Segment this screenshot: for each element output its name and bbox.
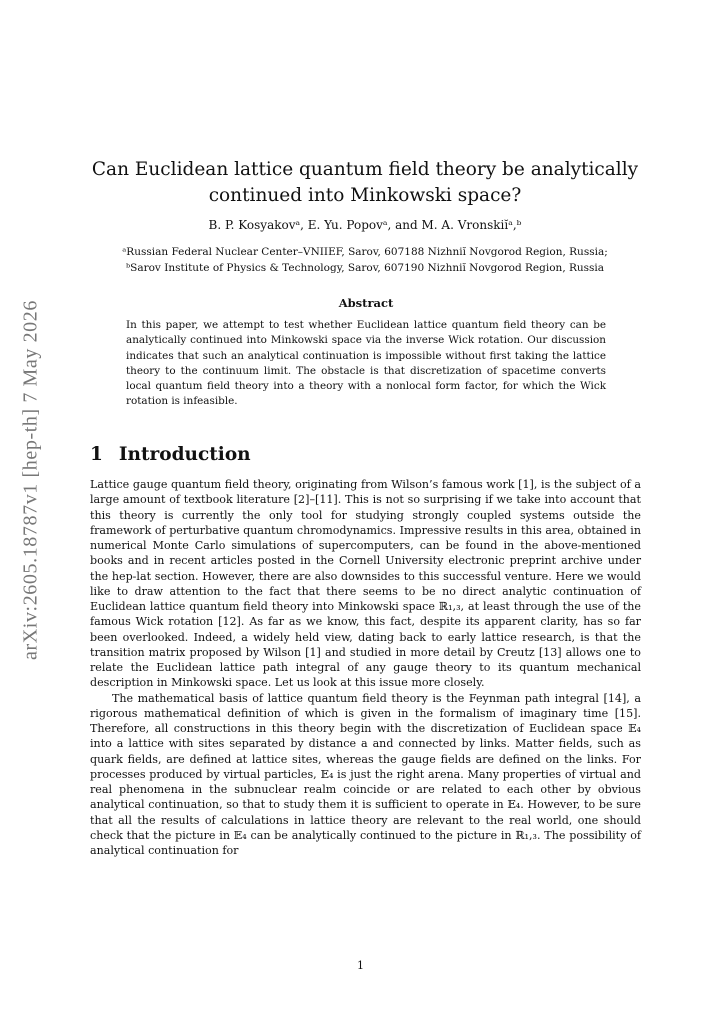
arxiv-stamp xyxy=(7,300,55,660)
section-number: 1 xyxy=(90,444,103,465)
section-title: Introduction xyxy=(118,444,251,465)
arxiv-identifier: arXiv:2605.18787v1 [hep-th] 7 May 2026 xyxy=(19,300,42,660)
paper-title: Can Euclidean lattice quantum field theory be analytically continued into Minkowski space? xyxy=(91,159,639,206)
author-list: B. P. Kosyakovᵃ, E. Yu. Popovᵃ, and M. A. Vronskiĭᵃ,ᵇ xyxy=(208,218,522,232)
title-block xyxy=(90,157,640,276)
affiliation-a: ᵃRussian Federal Nuclear Center–VNIIEF, Sarov, 607188 Nizhniĭ Novgorod Region, Russia; xyxy=(122,246,608,258)
affiliations xyxy=(90,244,640,276)
abstract-text: In this paper, we attempt to test whether Euclidean lattice quantum field theory can be analytically continued into Minkowski space via the inverse Wick rotation. Our discussion indicates that such an analytical continuation is impossible without first taking the lattice theory to the continuum limit. The obstacle is that discretization of spacetime converts local quantum field theory into a theory with a nonlocal form factor, for which the Wick rotation is infeasible. xyxy=(126,319,606,408)
affiliation-b: ᵇSarov Institute of Physics & Technology, Sarov, 607190 Nizhniĭ Novgorod Region, Russia xyxy=(125,262,605,274)
page-number: 1 xyxy=(357,959,364,972)
paragraph: Lattice gauge quantum field theory, originating from Wilson’s famous work [1], is the subject of a large amount of textbook literature [2]–[11]. This is not so surprising if we take into account that this theory is currently the only tool for studying strongly coupled systems outside the framework of perturbative quantum chromodynamics. Impressive results in this area, obtained in numerical Monte Carlo simulations of supercomputers, can be found in the above-mentioned books and in recent articles posted in the Cornell University electronic preprint archive under the hep-lat section. However, there are also downsides to this successful venture. Here we would like to draw attention to the fact that there seems to be no direct analytic continuation of Euclidean lattice quantum field theory into Minkowski space ℝ₁,₃, at least through the use of the famous Wick rotation [12]. As far as we know, this fact, despite its apparent clarity, has so far been overlooked. Indeed, a widely held view, dating back to early lattice research, is that the transition matrix proposed by Wilson [1] and studied in more detail by Creutz [13] allows one to relate the Euclidean lattice path integral of any gauge theory to its quantum mechanical description in Minkowski space. Let us look at this issue more closely. xyxy=(90,478,641,690)
section-heading xyxy=(90,444,641,465)
abstract-heading: Abstract xyxy=(338,296,394,310)
section-introduction xyxy=(90,444,641,858)
paragraph: The mathematical basis of lattice quantum field theory is the Feynman path integral [14], a rigorous mathematical definition of which is given in the formalism of imaginary time [15]. Therefore, all constructions in this theory begin with the discretization of Euclidean space 𝔼₄ into a lattice with sites separated by distance a and connected by links. Matter fields, such as quark fields, are defined at lattice sites, whereas the gauge fields are defined on the links. For processes produced by virtual particles, 𝔼₄ is just the right arena. Many properties of virtual and real phenomena in the subnuclear realm coincide or are related to each other by obvious analytical continuation, so that to study them it is sufficient to operate in 𝔼₄. However, to be sure that all the results of calculations in lattice theory are relevant to the real world, one should check that the picture in 𝔼₄ can be analytically continued to the picture in ℝ₁,₃. The possibility of analytical continuation for xyxy=(90,691,641,857)
abstract xyxy=(126,296,606,410)
